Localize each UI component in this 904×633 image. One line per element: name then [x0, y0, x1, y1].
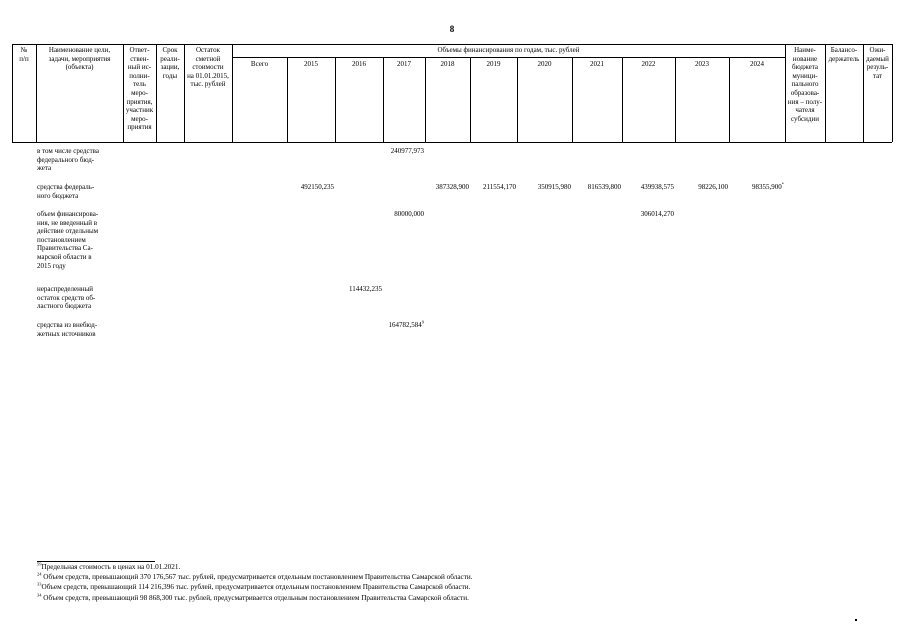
- value-2022: [641, 183, 674, 191]
- funding-subheader-border: [232, 57, 785, 58]
- value-text: 350915,980: [537, 183, 571, 191]
- value-2017: [389, 321, 425, 329]
- header-remainder: Остаток сметной стоимости на 01.01.2015, тыс. рублей: [187, 46, 229, 89]
- value-2020: [538, 183, 571, 191]
- header-funding-title: Объемы финансирования по годам, тыс. рублей: [437, 46, 580, 54]
- header-year-2022: 2022: [641, 60, 656, 68]
- page-number: 8: [449, 24, 455, 34]
- value-text: 80000,000: [394, 210, 424, 218]
- column-border: [383, 57, 384, 142]
- value-2022: [641, 210, 674, 218]
- column-border: [729, 57, 730, 142]
- header-year-2017: 2017: [397, 60, 411, 68]
- value-2017: [394, 210, 424, 218]
- value-2018: [436, 183, 469, 191]
- value-2015: [301, 183, 334, 191]
- column-border: [470, 57, 471, 142]
- header-budget-name: Наиме- нование бюджета муници- пального образова- ния – полу- чателя субсидии: [787, 46, 823, 123]
- value-2021: [588, 183, 621, 191]
- value-text: 816539,800: [587, 183, 621, 191]
- value-text: 98226,100: [698, 183, 728, 191]
- row-label: в том числе средства федерального бюд- жета: [37, 147, 99, 173]
- header-year-2019: 2019: [486, 60, 501, 68]
- column-border: [622, 57, 623, 142]
- header-top-border: [12, 44, 892, 45]
- header-name: Наименование цели, задачи, мероприятия (объекта): [48, 46, 111, 72]
- row-label: нераспределенный остаток средств об- ластного бюджета: [37, 285, 96, 311]
- footnote: [37, 594, 469, 603]
- row-label: средства федераль- ного бюджета: [37, 183, 95, 200]
- scan-speck: [855, 619, 857, 621]
- footnote-text: Предельная стоимость в ценах на 01.01.2021.: [41, 563, 181, 571]
- column-border: [675, 57, 676, 142]
- header-total: Всего: [250, 60, 269, 68]
- header-num: № п/п: [19, 46, 29, 63]
- value-text: 492150,235: [300, 183, 334, 191]
- header-responsible: Ответ- ствен- ный ис- полни- тель меро- приятия, участник меро- приятия: [125, 46, 154, 132]
- header-year-2020: 2020: [537, 60, 552, 68]
- value-text: 211554,170: [483, 183, 516, 191]
- footnote-number: 34: [37, 592, 42, 598]
- value-text: 387328,900: [435, 183, 469, 191]
- column-border: [335, 57, 336, 142]
- value-text: 114432,235: [349, 285, 382, 293]
- footnote-mark: 9: [421, 319, 424, 325]
- column-border: [517, 57, 518, 142]
- footnote-mark: *: [781, 181, 784, 187]
- column-border: [572, 57, 573, 142]
- column-border: [287, 57, 288, 142]
- column-border: [892, 44, 893, 142]
- header-year-2016: 2016: [352, 60, 366, 68]
- header-result: Ожи- даемый резуль- тат: [866, 46, 889, 80]
- row-label: объем финансирова- ния, не введенный в действие отдельным постановлением Правительства Са- марской области в 2015 году: [37, 210, 99, 270]
- footnote: [37, 573, 473, 582]
- footnote-number: 33: [37, 581, 42, 587]
- footnote-number: 24: [37, 571, 42, 577]
- value-text: 98355,900: [752, 183, 782, 191]
- value-text: 240977,973: [390, 147, 424, 155]
- value-2019: [483, 183, 516, 191]
- header-year-2018: 2018: [440, 60, 455, 68]
- header-year-2015: 2015: [304, 60, 318, 68]
- header-year-2023: 2023: [695, 60, 709, 68]
- value-2017: [391, 147, 424, 155]
- footnote-number: 59: [37, 561, 42, 567]
- footnote: [37, 563, 180, 572]
- value-text: 439938,575: [640, 183, 674, 191]
- value-2024: [752, 183, 784, 191]
- footnote-text: Объем средств, превышающий 98 868,300 тыс. рублей, предусматривается отдельным постановлением Правительства Самарской области.: [41, 594, 469, 602]
- footnote: [37, 583, 470, 592]
- footnote-separator: [37, 561, 155, 562]
- header-year-2021: 2021: [590, 60, 604, 68]
- header-holder: Балансо- держатель: [828, 46, 860, 63]
- header-term: Срок реали- зации, годы: [160, 46, 180, 80]
- value-2016: [349, 285, 382, 293]
- header-year-2024: 2024: [750, 60, 764, 68]
- column-border: [425, 57, 426, 142]
- footnote-text: Объем средств, превышающий 114 216,396 тыс. рублей, предусматривается отдельным постановлением Правительства Самарской области.: [41, 583, 471, 591]
- column-border: [232, 44, 233, 142]
- footnote-text: Объем средств, превышающий 370 176,567 тыс. рублей, предусматривается отдельным постановлением Правительства Самарской области.: [41, 573, 473, 581]
- row-label: средства из внебюд- жетных источников: [37, 321, 98, 338]
- value-2023: [698, 183, 728, 191]
- header-bottom-border: [12, 142, 892, 143]
- value-text: 164782,584: [388, 321, 422, 329]
- value-text: 306014,270: [640, 210, 674, 218]
